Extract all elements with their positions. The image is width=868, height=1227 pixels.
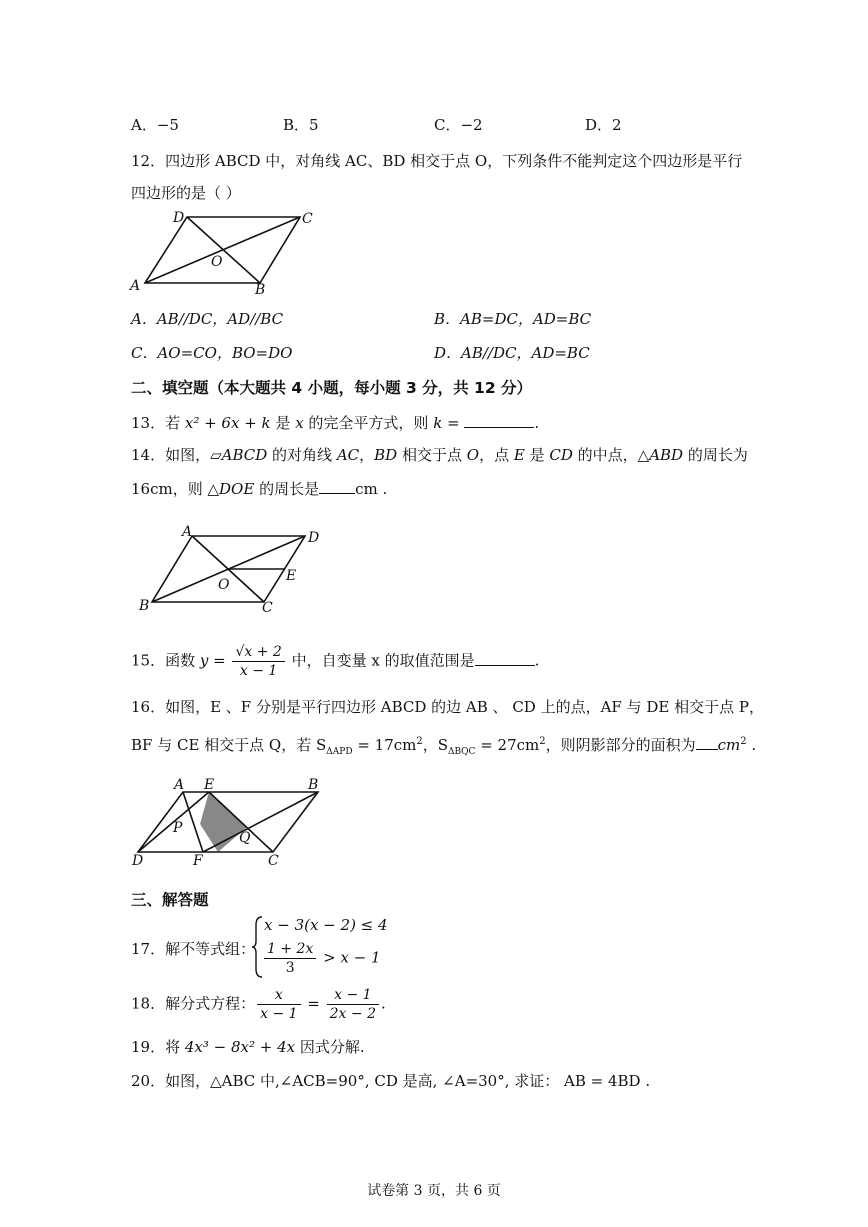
- q14-label-e: E: [286, 568, 297, 584]
- q11-option-a: A．−5: [131, 116, 179, 134]
- q17-label: 17．解不等式组：: [131, 940, 256, 958]
- q17-inequality-2: $\frac{1 + 2x}{3}$ > x − 1: [262, 940, 381, 977]
- q13-stem: 13．若 x² + 6x + k 是 x 的完全平方式，则 k = .: [131, 414, 540, 432]
- q19-stem: 19．将 4x³ − 8x² + 4x 因式分解.: [131, 1038, 365, 1056]
- q12-option-c: C．AO=CO，BO=DO: [131, 344, 293, 362]
- q16-label-b: B: [308, 777, 319, 793]
- q14-stem-line1: 14．如图，▱ABCD 的对角线 AC，BD 相交于点 O，点 E 是 CD 的中点，△ABD 的周长为: [131, 446, 748, 464]
- q18-stem: 18．解分式方程： $\frac{x}{x - 1}$ = $\frac{x - 1}{2x - 2}$ .: [131, 987, 386, 1022]
- q11-option-c: C．−2: [434, 116, 483, 134]
- section3-title: 三、解答题: [131, 891, 209, 909]
- q13-blank: [464, 413, 534, 428]
- q12-stem-line1: 12．四边形 ABCD 中，对角线 AC、BD 相交于点 O，下列条件不能判定这个四边形是平行: [131, 152, 743, 170]
- q16-blank: [696, 735, 718, 750]
- q16-label-e: E: [204, 777, 215, 793]
- q11-option-b: B．5: [283, 116, 319, 134]
- page-footer: 试卷第 3 页，共 6 页: [367, 1183, 501, 1199]
- q16-label-q: Q: [239, 830, 251, 846]
- q15-blank: [475, 651, 535, 666]
- q12-figure: [125, 205, 325, 297]
- q12-label-o: O: [211, 254, 223, 270]
- q11-option-d: D．2: [585, 116, 622, 134]
- q12-option-d: D．AB//DC，AD=BC: [434, 344, 590, 362]
- section2-title: 二、填空题（本大题共 4 小题，每小题 3 分，共 12 分）: [131, 379, 533, 397]
- q12-label-c: C: [302, 211, 313, 227]
- q16-label-a: A: [174, 777, 185, 793]
- q20-stem: 20．如图，△ABC 中,∠ACB=90°, CD 是高, ∠A=30°, 求证： AB = 4BD .: [131, 1072, 651, 1090]
- q14-figure: [130, 520, 330, 620]
- q16-label-f: F: [193, 853, 203, 868]
- q15-stem: 15．函数 y = $\frac{√x + 2}{x - 1}$ 中，自变量 x 的取值范围是 .: [131, 644, 540, 679]
- q12-option-b: B．AB=DC，AD=BC: [434, 310, 592, 328]
- q14-label-d: D: [308, 530, 320, 546]
- q12-label-b: B: [255, 282, 266, 297]
- q17-inequality-1: x − 3(x − 2) ≤ 4: [264, 916, 388, 934]
- q14-label-c: C: [262, 600, 273, 616]
- q16-stem-line1: 16．如图，E 、F 分别是平行四边形 ABCD 的边 AB 、 CD 上的点，AF 与 DE 相交于点 P，: [131, 698, 764, 716]
- q14-label-b: B: [139, 598, 150, 614]
- q12-stem-line2: 四边形的是（ ）: [131, 184, 241, 202]
- q16-stem-line2: BF 与 CE 相交于点 Q，若 $S_{\Delta APD} = 17cm^2$，$S_{\Delta BQC} = 27cm^2$，则阴影部分的面积为 $cm^2$ .: [131, 736, 757, 757]
- q14-stem-line2: 16cm，则 △DOE 的周长是 cm .: [131, 480, 388, 498]
- q14-blank: [319, 479, 355, 494]
- q16-label-d: D: [132, 853, 144, 868]
- q16-figure: [128, 772, 328, 868]
- q14-label-o: O: [218, 577, 230, 593]
- q12-label-d: D: [173, 210, 185, 226]
- q12-label-a: A: [130, 278, 141, 294]
- q12-option-a: A．AB//DC，AD//BC: [131, 310, 284, 328]
- q14-label-a: A: [182, 524, 193, 540]
- q16-label-p: P: [173, 820, 183, 836]
- q16-label-c: C: [268, 853, 279, 868]
